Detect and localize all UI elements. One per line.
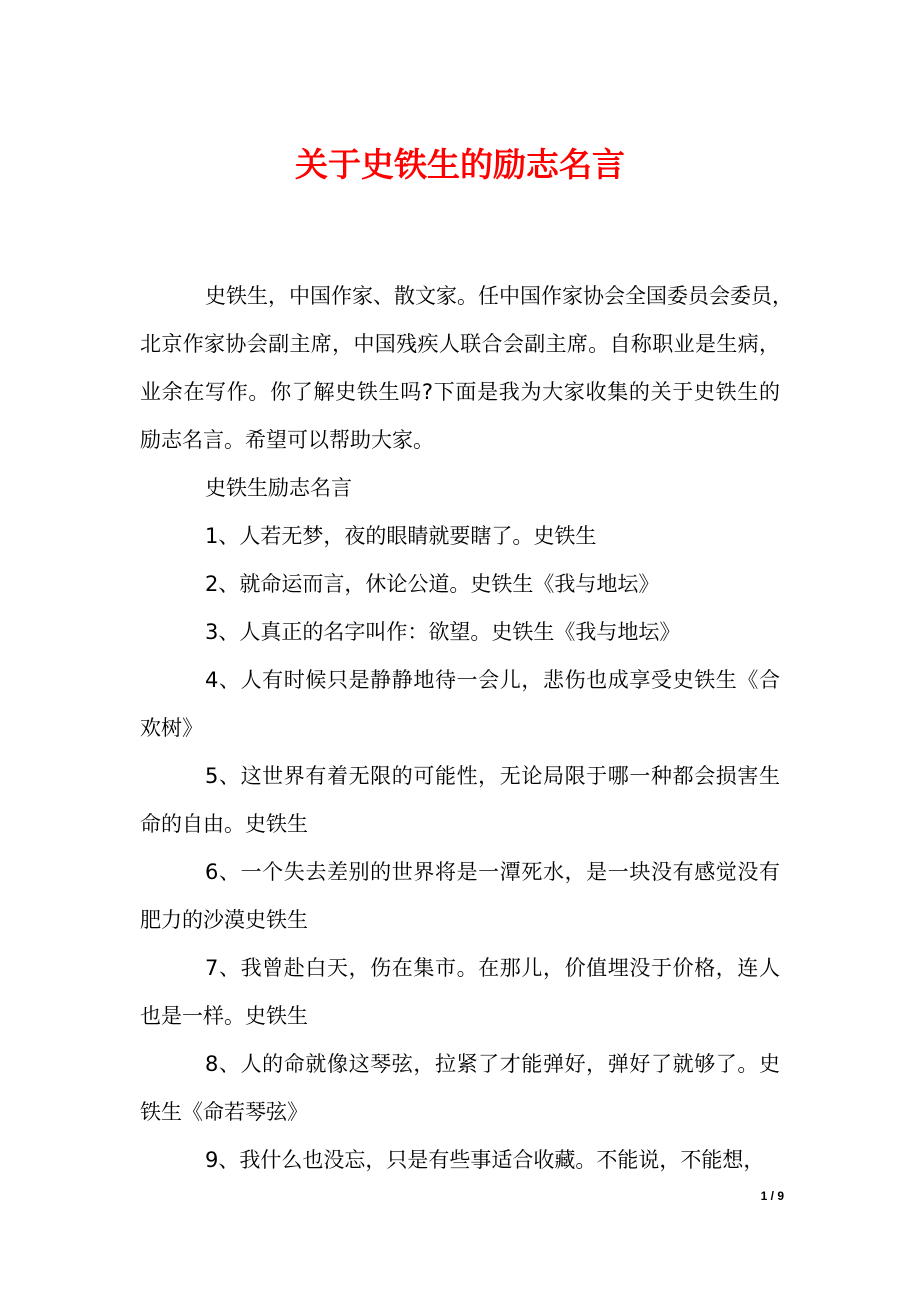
text-line: 也是一样。史铁生 <box>140 1004 308 1028</box>
intro-paragraph <box>140 272 793 464</box>
quote-item <box>140 848 780 944</box>
text-line: 史铁生励志名言 <box>205 476 352 500</box>
text-line: 6、一个失去差别的世界将是一潭死水，是一块没有感觉没有 <box>205 860 780 884</box>
text-line: 5、这世界有着无限的可能性，无论局限于哪一种都会损害生 <box>205 764 780 788</box>
text-line: 1、人若无梦，夜的眼睛就要瞎了。史铁生 <box>205 524 597 548</box>
quote-item <box>140 944 780 1040</box>
text-line: 7、我曾赴白天，伤在集市。在那儿，价值埋没于价格，连人 <box>205 956 780 980</box>
text-line: 2、就命运而言，休论公道。史铁生《我与地坛》 <box>205 572 660 596</box>
quote-item <box>140 1040 780 1136</box>
quote-item <box>140 512 780 560</box>
text-line: 3、人真正的名字叫作：欲望。史铁生《我与地坛》 <box>205 620 681 644</box>
text-line: 欢树》 <box>140 716 203 740</box>
text-line: 4、人有时候只是静静地待一会儿，悲伤也成享受史铁生《合 <box>205 668 780 692</box>
page-number: 1 / 9 <box>760 1189 784 1203</box>
text-line: 励志名言。希望可以帮助大家。 <box>140 428 434 452</box>
quote-item <box>140 560 780 608</box>
text-line: 肥力的沙漠史铁生 <box>140 908 308 932</box>
text-line: 8、人的命就像这琴弦，拉紧了才能弹好，弹好了就够了。史 <box>205 1052 780 1076</box>
document-title: 关于史铁生的励志名言 <box>295 145 625 184</box>
quote-item <box>140 752 780 848</box>
text-line: 9、我什么也没忘，只是有些事适合收藏。不能说，不能想， <box>205 1148 765 1172</box>
quote-item <box>140 608 780 656</box>
text-line: 史铁生，中国作家、散文家。任中国作家协会全国委员会委员， <box>205 284 793 308</box>
text-line: 命的自由。史铁生 <box>140 812 308 836</box>
text-line: 北京作家协会副主席，中国残疾人联合会副主席。自称职业是生病， <box>140 332 780 356</box>
text-line: 铁生《命若琴弦》 <box>140 1100 308 1124</box>
document-body <box>140 272 793 1184</box>
quote-item <box>140 656 780 752</box>
text-line: 业余在写作。你了解史铁生吗?下面是我为大家收集的关于史铁生的 <box>140 380 780 404</box>
section-heading <box>140 464 780 512</box>
quote-item <box>140 1136 780 1184</box>
